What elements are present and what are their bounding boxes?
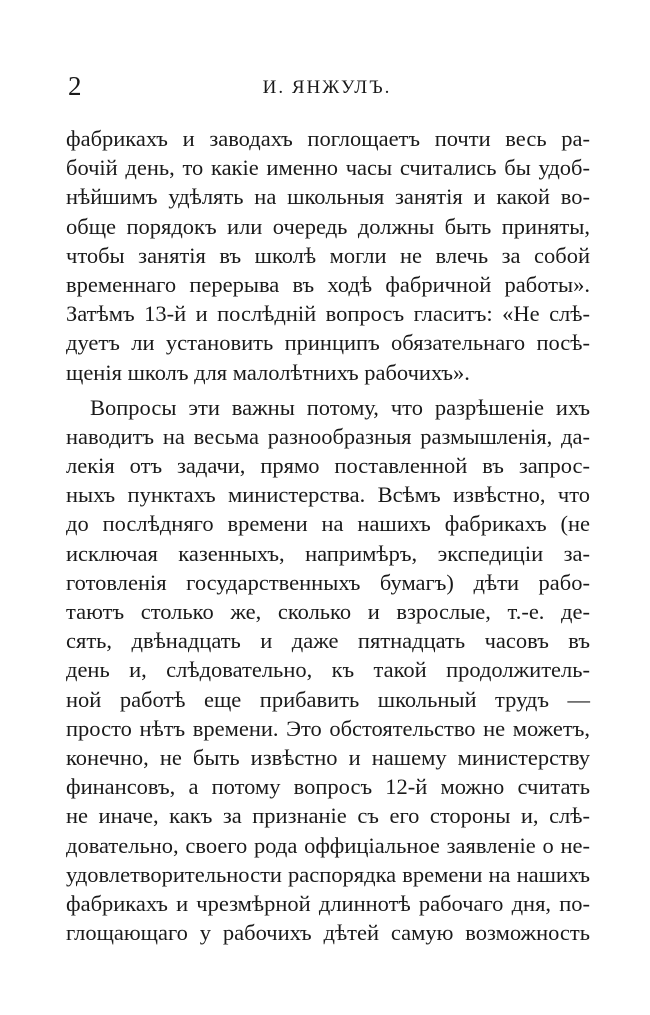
text-line: глощающаго у рабочихъ дѣтей самую возможность: [66, 920, 590, 946]
page-header: [68, 70, 586, 106]
text-line: чтобы занятія въ школѣ могли не влечь за собой: [66, 242, 590, 268]
text-line: лекія отъ задачи, прямо поставленной въ запрос-: [66, 453, 590, 479]
text-line: удовлетворительности распорядка времени на нашихъ: [66, 861, 590, 887]
text-line: конечно, не быть извѣстно и нашему министерству: [66, 744, 590, 770]
paragraph: [66, 393, 590, 948]
text-line: обще порядокъ или очередь должны быть приняты,: [66, 213, 590, 239]
page-number: 2: [68, 71, 82, 101]
text-line: исключая казенныхъ, напримѣръ, экспедиціи за-: [66, 540, 590, 566]
paragraph: [66, 124, 590, 387]
body-text: [66, 124, 590, 947]
text-line: фабрикахъ и заводахъ поглощаетъ почти весь ра-: [66, 126, 590, 151]
text-line: не иначе, какъ за признаніе съ его стороны и, слѣ-: [66, 803, 590, 829]
text-line: временнаго перерыва въ ходѣ фабричной работы».: [66, 271, 590, 297]
text-line: сять, двѣнадцать и даже пятнадцать часовъ въ: [66, 628, 590, 654]
text-line: довательно, своего рода оффиціальное заявленіе о не-: [66, 832, 590, 858]
text-line: нѣйшимъ удѣлять на школьныя занятія и какой во-: [66, 184, 590, 210]
text-line: таютъ столько же, сколько и взрослые, т.-е. де-: [66, 599, 590, 624]
text-line: ной работѣ еще прибавить школьный трудъ —: [66, 686, 590, 712]
text-line: до послѣдняго времени на нашихъ фабрикахъ (не: [66, 511, 590, 537]
text-line: щенія школъ для малолѣтнихъ рабочихъ».: [66, 359, 470, 385]
text-line: день и, слѣдовательно, къ такой продолжитель-: [66, 657, 590, 683]
text-line: фабрикахъ и чрезмѣрной длиннотѣ рабочаго дня, по-: [66, 890, 590, 916]
text-line: готовленія государственныхъ бумагъ) дѣти рабо-: [66, 569, 590, 595]
running-head: И. ЯНЖУЛЪ.: [262, 77, 392, 98]
text-line: Вопросы эти важны потому, что разрѣшеніе ихъ: [90, 394, 590, 420]
text-line: Затѣмъ 13-й и послѣдній вопросъ гласитъ: «Не слѣ-: [66, 301, 590, 327]
text-line: бочій день, то какіе именно часы считались бы удоб-: [66, 155, 590, 181]
text-line: наводитъ на весьма разнообразныя размышленія, да-: [66, 423, 590, 449]
text-line: дуетъ ли установить принципъ обязательнаго посѣ-: [66, 330, 590, 356]
text-line: ныхъ пунктахъ министерства. Всѣмъ извѣстно, что: [66, 482, 590, 508]
text-line: просто нѣтъ времени. Это обстоятельство не можетъ,: [66, 715, 590, 741]
text-line: финансовъ, а потому вопросъ 12-й можно считать: [66, 774, 590, 800]
